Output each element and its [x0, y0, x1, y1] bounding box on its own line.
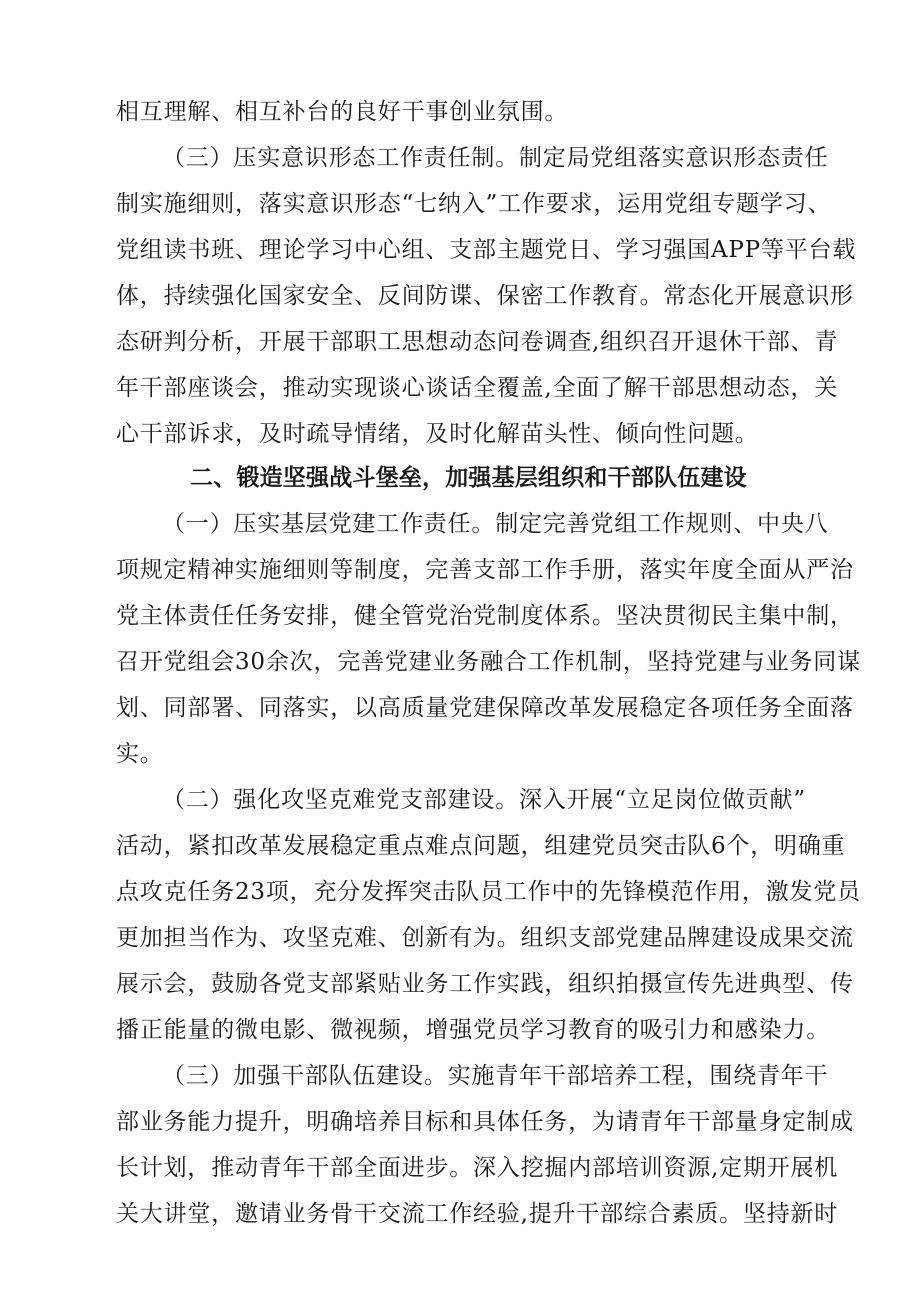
text-line: 展示会，鼓励各党支部紧贴业务工作实践，组织拍摄宣传先进典型、传 — [116, 971, 854, 997]
text-line: 体，持续强化国家安全、反间防谍、保密工作教育。常态化开展意识形 — [116, 283, 854, 309]
text-line: 划、同部署、同落实，以高质量党建保障改革发展稳定各项任务全面落 — [116, 695, 854, 721]
paragraph-line: （二）强化攻坚克难党支部建设。深入开展“立足岗位做贡献” — [162, 787, 806, 813]
text-line: 项规定精神实施细则等制度，完善支部工作手册，落实年度全面从严治 — [116, 557, 854, 583]
section-heading: 二、锻造坚强战斗堡垒，加强基层组织和干部队伍建设 — [190, 465, 747, 491]
text-line: 播正能量的微电影、微视频，增强党员学习教育的吸引力和感染力。 — [116, 1017, 830, 1043]
text-line: 长计划，推动青年干部全面进步。深入挖掘内部培训资源,定期开展机 — [116, 1155, 839, 1181]
text-line: 活动，紧扣改革发展稳定重点难点问题，组建党员突击队6个，明确重 — [116, 833, 846, 859]
text-line: 党主体责任任务安排，健全管党治党制度体系。坚决贯彻民主集中制， — [116, 603, 854, 629]
text-line: 制实施细则，落实意识形态“七纳入”工作要求，运用党组专题学习、 — [116, 191, 832, 217]
text-line: 年干部座谈会，推动实现谈心谈话全覆盖,全面了解干部思想动态，关 — [116, 375, 839, 401]
text-line: 关大讲堂，邀请业务骨干交流工作经验,提升干部综合素质。坚持新时 — [116, 1201, 839, 1227]
text-line: 态研判分析，开展干部职工思想动态问卷调查,组织召开退休干部、青 — [116, 329, 839, 355]
text-line: 心干部诉求，及时疏导情绪，及时化解苗头性、倾向性问题。 — [116, 421, 759, 447]
text-line: 党组读书班、理论学习中心组、支部主题党日、学习强国APP等平台载 — [116, 237, 857, 263]
paragraph-line: （一）压实基层党建工作责任。制定完善党组工作规则、中央八 — [162, 511, 829, 537]
text-line: 点攻克任务23项，充分发挥突击队员工作中的先锋模范作用，激发党员 — [116, 879, 861, 905]
paragraph-line: （三）压实意识形态工作责任制。制定局党组落实意识形态责任 — [162, 145, 829, 171]
text-line: 更加担当作为、攻坚克难、创新有为。组织支部党建品牌建设成果交流 — [116, 925, 854, 951]
text-line: 召开党组会30余次，完善党建业务融合工作机制，坚持党建与业务同谋 — [116, 649, 861, 675]
text-line: 相互理解、相互补台的良好干事创业氛围。 — [116, 99, 569, 125]
text-line: 部业务能力提升，明确培养目标和具体任务，为请青年干部量身定制成 — [116, 1109, 854, 1135]
text-line: 实。 — [116, 741, 164, 767]
paragraph-line: （三）加强干部队伍建设。实施青年干部培养工程，围绕青年干 — [162, 1063, 829, 1089]
